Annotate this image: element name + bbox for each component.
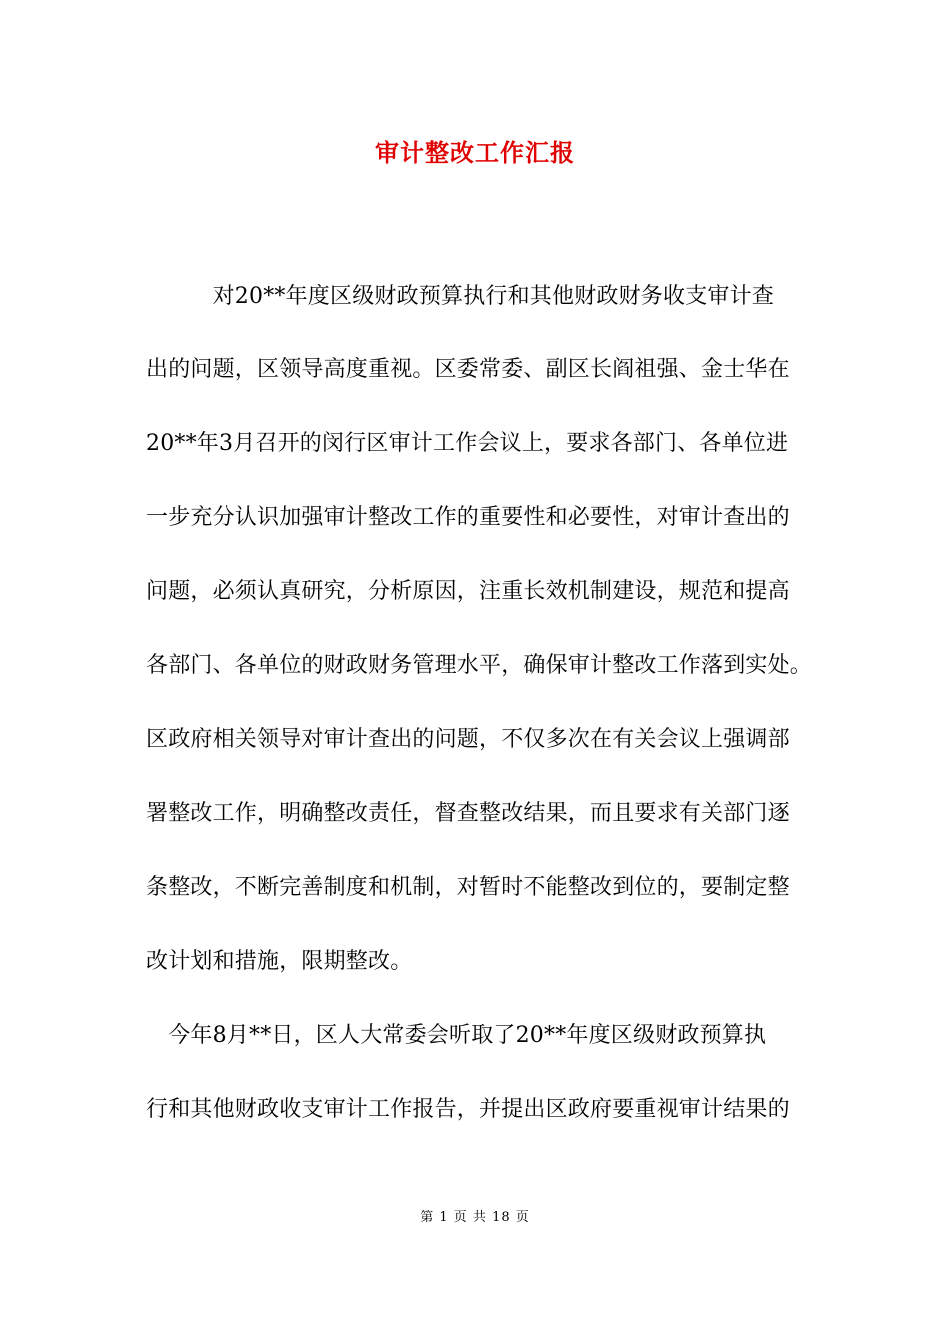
footer-current-page: 1 <box>439 1210 449 1225</box>
page-title: 审计整改工作汇报 <box>375 138 575 167</box>
text-line: 一步充分认识加强审计整改工作的重要性和必要性，对审计查出的 <box>146 505 790 530</box>
text-line: 今年8月**日，区人大常委会听取了20**年度区级财政预算执 <box>146 1023 767 1048</box>
page-footer <box>0 1208 950 1228</box>
text-line: 署整改工作，明确整改责任，督查整改结果，而且要求有关部门逐 <box>146 801 790 826</box>
text-line: 区政府相关领导对审计查出的问题，不仅多次在有关会议上强调部 <box>146 727 790 752</box>
text-line: 出的问题，区领导高度重视。区委常委、副区长阎祖强、金士华在 <box>146 357 790 382</box>
text-line: 对20**年度区级财政预算执行和其他财政财务收支审计查 <box>146 284 774 309</box>
footer-prefix: 第 <box>420 1210 435 1225</box>
text-line: 行和其他财政收支审计工作报告，并提出区政府要重视审计结果的 <box>146 1097 790 1122</box>
text-line: 条整改，不断完善制度和机制，对暂时不能整改到位的，要制定整 <box>146 875 790 900</box>
footer-middle: 页 共 <box>453 1210 487 1225</box>
text-line: 问题，必须认真研究，分析原因，注重长效机制建设，规范和提高 <box>146 579 790 604</box>
text-line: 改计划和措施，限期整改。 <box>146 949 413 974</box>
text-line: 20**年3月召开的闵行区审计工作会议上，要求各部门、各单位进 <box>146 431 789 456</box>
text-line: 各部门、各单位的财政财务管理水平，确保审计整改工作落到实处。 <box>146 653 813 678</box>
footer-total-pages: 18 <box>492 1210 511 1225</box>
footer-suffix: 页 <box>515 1210 530 1225</box>
